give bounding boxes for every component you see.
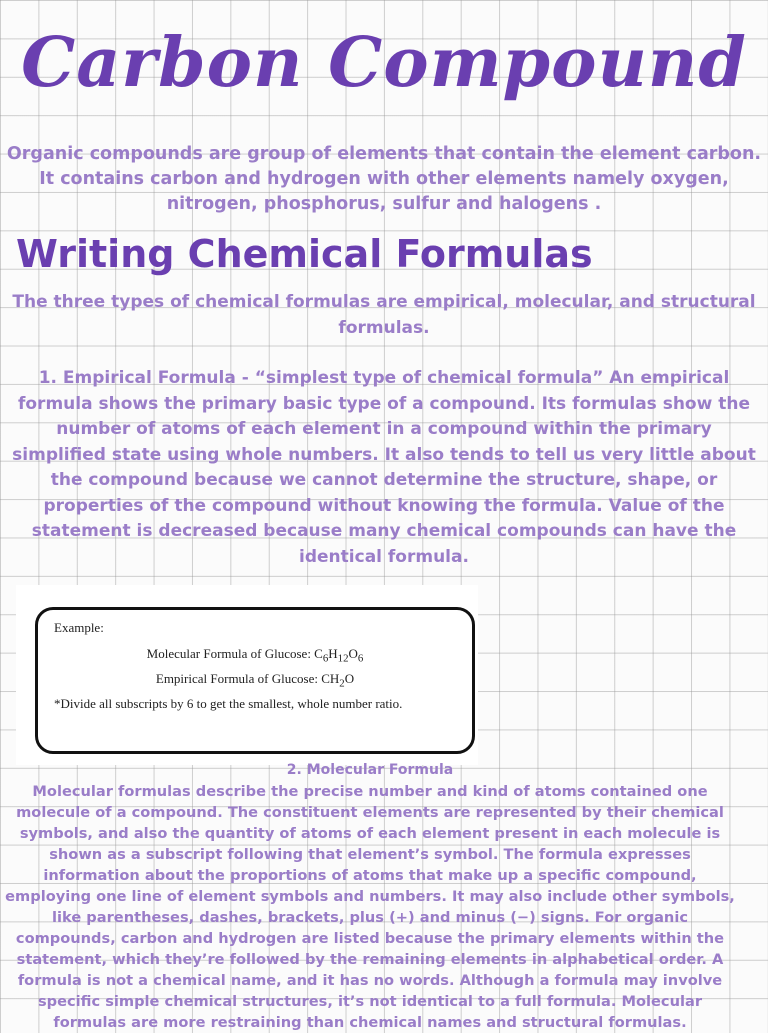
page-title: Carbon Compound <box>21 23 747 103</box>
example-box <box>35 607 475 754</box>
subscript: 2 <box>339 677 345 690</box>
element-symbol: O <box>344 671 355 686</box>
empirical-paragraph: 1. Empirical Formula - “simplest type of chemical formula” An empirical formula shows the primary basic type of a compound. Its formulas show the number of atoms of each element in a compound within the primary simplified state using whole numbers. It also tends to tell us very little about the compound because we cannot determine the structure, shape, or properties of the compound without knowing the formula. Value of the statement is decreased because many chemical compounds can have the identical formula. <box>12 368 756 567</box>
example-image <box>16 585 478 765</box>
molecular-paragraph: Molecular formulas describe the precise number and kind of atoms contained one molecule of a compound. The constituent elements are represented by their chemical symbols, and also the quantity of atoms of each element present in each molecule is shown as a subscript following that element’s symbol. The formula expresses information about the proportions of atoms that make up a specific compound, employing one line of element symbols and numbers. It may also include other symbols, like parentheses, dashes, brackets, plus (+) and minus (−) signs. For organic compounds, carbon and hydrogen are listed because the primary elements within the statement, which they’re followed by the remaining elements in alphabetical order. A formula is not a chemical name, and it has no words. Although a formula may involve specific simple chemical structures, it’s not identical to a full formula. Molecular formulas are more restraining than chemical names and structural formulas. <box>5 783 735 1031</box>
types-paragraph: The three types of chemical formulas are empirical, molecular, and structural formulas. <box>12 292 756 338</box>
empirical-formula-example <box>38 671 472 690</box>
empirical-prefix: Empirical Formula of Glucose: CH <box>155 671 340 686</box>
subscript: 6 <box>322 652 329 665</box>
subscript: 12 <box>337 652 349 665</box>
subscript: 6 <box>357 652 364 665</box>
molecular-heading: 2. Molecular Formula <box>286 762 454 778</box>
element-symbol: H <box>328 646 338 661</box>
intro-paragraph: Organic compounds are group of elements that contain the element carbon. It contains carbon and hydrogen with other elements namely oxygen, nitrogen, phosphorus, sulfur and halogens . <box>6 144 762 214</box>
molecular-prefix: Molecular Formula of Glucose: C <box>146 646 323 661</box>
example-label: Example: <box>54 620 104 635</box>
section-heading: Writing Chemical Formulas <box>16 232 593 276</box>
example-note: *Divide all subscripts by 6 to get the smallest, whole number ratio. <box>54 696 403 711</box>
molecular-formula-example <box>38 646 472 665</box>
element-symbol: O <box>348 646 358 661</box>
